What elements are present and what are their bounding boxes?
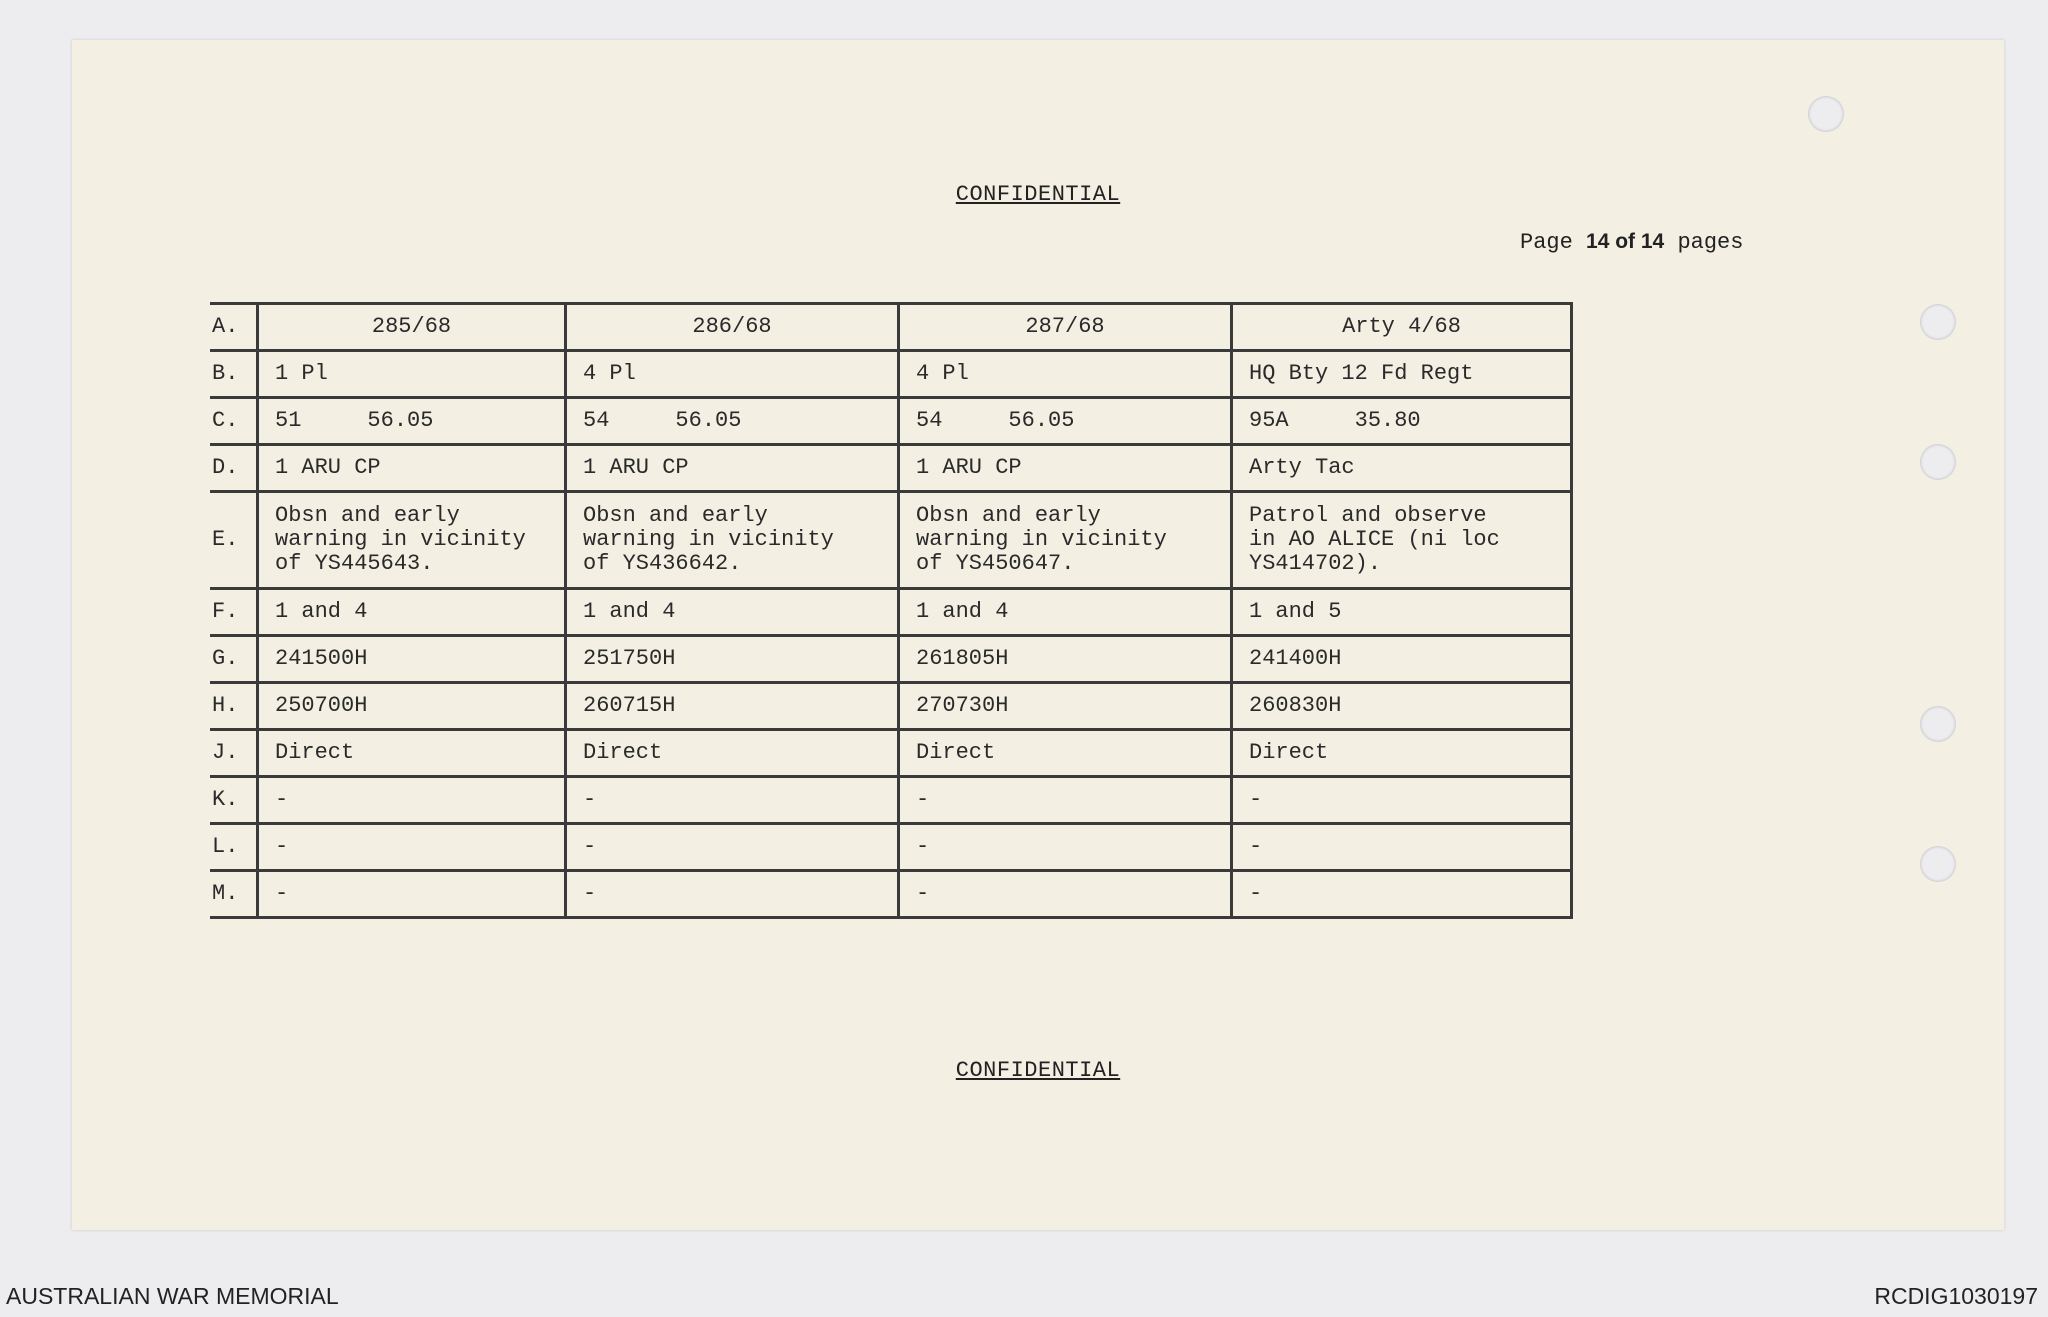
table-row: [210, 398, 1572, 445]
document-page: [72, 40, 2004, 1230]
table-cell: -: [899, 824, 1232, 871]
punch-hole: [1808, 96, 1844, 132]
table-row: [210, 492, 1572, 589]
table-cell: Arty Tac: [1232, 445, 1572, 492]
table-cell: 4 Pl: [566, 351, 899, 398]
table-cell: -: [899, 777, 1232, 824]
table-cell: 260830H: [1232, 683, 1572, 730]
table-cell: 1 ARU CP: [258, 445, 566, 492]
table-cell: 4 Pl: [899, 351, 1232, 398]
page-indicator: [1520, 230, 1743, 255]
table-cell: Direct: [1232, 730, 1572, 777]
table-cell: -: [258, 777, 566, 824]
table-row: [210, 304, 1572, 351]
punch-hole: [1920, 846, 1956, 882]
table-cell: Direct: [566, 730, 899, 777]
table-cell: -: [566, 871, 899, 918]
table-cell: 1 and 5: [1232, 589, 1572, 636]
table-cell: 1 and 4: [566, 589, 899, 636]
table-cell: HQ Bty 12 Fd Regt: [1232, 351, 1572, 398]
table-cell: 1 ARU CP: [566, 445, 899, 492]
classification-header: CONFIDENTIAL: [955, 182, 1121, 207]
table-row: [210, 777, 1572, 824]
classification-footer: CONFIDENTIAL: [955, 1058, 1121, 1083]
table-row: [210, 445, 1572, 492]
table-cell: 270730H: [899, 683, 1232, 730]
row-label: E.: [210, 492, 258, 589]
table-row: [210, 636, 1572, 683]
row-label: G.: [210, 636, 258, 683]
row-label: D.: [210, 445, 258, 492]
row-label: H.: [210, 683, 258, 730]
table-cell: -: [566, 777, 899, 824]
archive-id: RCDIG1030197: [1874, 1283, 2038, 1309]
page-number: 14 of 14: [1586, 230, 1665, 253]
row-label: C.: [210, 398, 258, 445]
punch-hole: [1920, 304, 1956, 340]
punch-hole: [1920, 706, 1956, 742]
table-cell: -: [1232, 777, 1572, 824]
table-cell: 1 and 4: [899, 589, 1232, 636]
table-cell: 54 56.05: [566, 398, 899, 445]
row-label: J.: [210, 730, 258, 777]
table-row: [210, 683, 1572, 730]
page-label: Page: [1520, 230, 1573, 255]
data-table: [210, 302, 1573, 919]
table-cell: 54 56.05: [899, 398, 1232, 445]
table-cell: 1 ARU CP: [899, 445, 1232, 492]
table-cell: 260715H: [566, 683, 899, 730]
table-cell: 251750H: [566, 636, 899, 683]
punch-hole: [1920, 444, 1956, 480]
row-label: M.: [210, 871, 258, 918]
table-cell: Direct: [899, 730, 1232, 777]
table-cell: Arty 4/68: [1232, 304, 1572, 351]
pages-label: pages: [1677, 230, 1744, 255]
table-cell: 287/68: [899, 304, 1232, 351]
table-cell: 285/68: [258, 304, 566, 351]
table-cell: -: [566, 824, 899, 871]
table-cell: 261805H: [899, 636, 1232, 683]
table-row: [210, 730, 1572, 777]
table-cell: Obsn and early warning in vicinity of YS445643.: [258, 492, 566, 589]
row-label: A.: [210, 304, 258, 351]
row-label: K.: [210, 777, 258, 824]
table-cell: Obsn and early warning in vicinity of YS450647.: [899, 492, 1232, 589]
table-row: [210, 824, 1572, 871]
table-cell: Patrol and observe in AO ALICE (ni loc YS414702).: [1232, 492, 1572, 589]
table-cell: -: [1232, 824, 1572, 871]
row-label: L.: [210, 824, 258, 871]
table-cell: 241500H: [258, 636, 566, 683]
table-row: [210, 871, 1572, 918]
row-label: F.: [210, 589, 258, 636]
table-cell: Direct: [258, 730, 566, 777]
table-cell: -: [258, 871, 566, 918]
table-cell: 51 56.05: [258, 398, 566, 445]
table-cell: Obsn and early warning in vicinity of YS436642.: [566, 492, 899, 589]
table-cell: 95A 35.80: [1232, 398, 1572, 445]
table-cell: 241400H: [1232, 636, 1572, 683]
archive-credit: AUSTRALIAN WAR MEMORIAL: [6, 1283, 339, 1309]
row-label: B.: [210, 351, 258, 398]
table-cell: 1 Pl: [258, 351, 566, 398]
table-row: [210, 589, 1572, 636]
table-cell: -: [899, 871, 1232, 918]
table-cell: 250700H: [258, 683, 566, 730]
table-cell: 286/68: [566, 304, 899, 351]
table-row: [210, 351, 1572, 398]
table-cell: 1 and 4: [258, 589, 566, 636]
table-cell: -: [258, 824, 566, 871]
table-cell: -: [1232, 871, 1572, 918]
